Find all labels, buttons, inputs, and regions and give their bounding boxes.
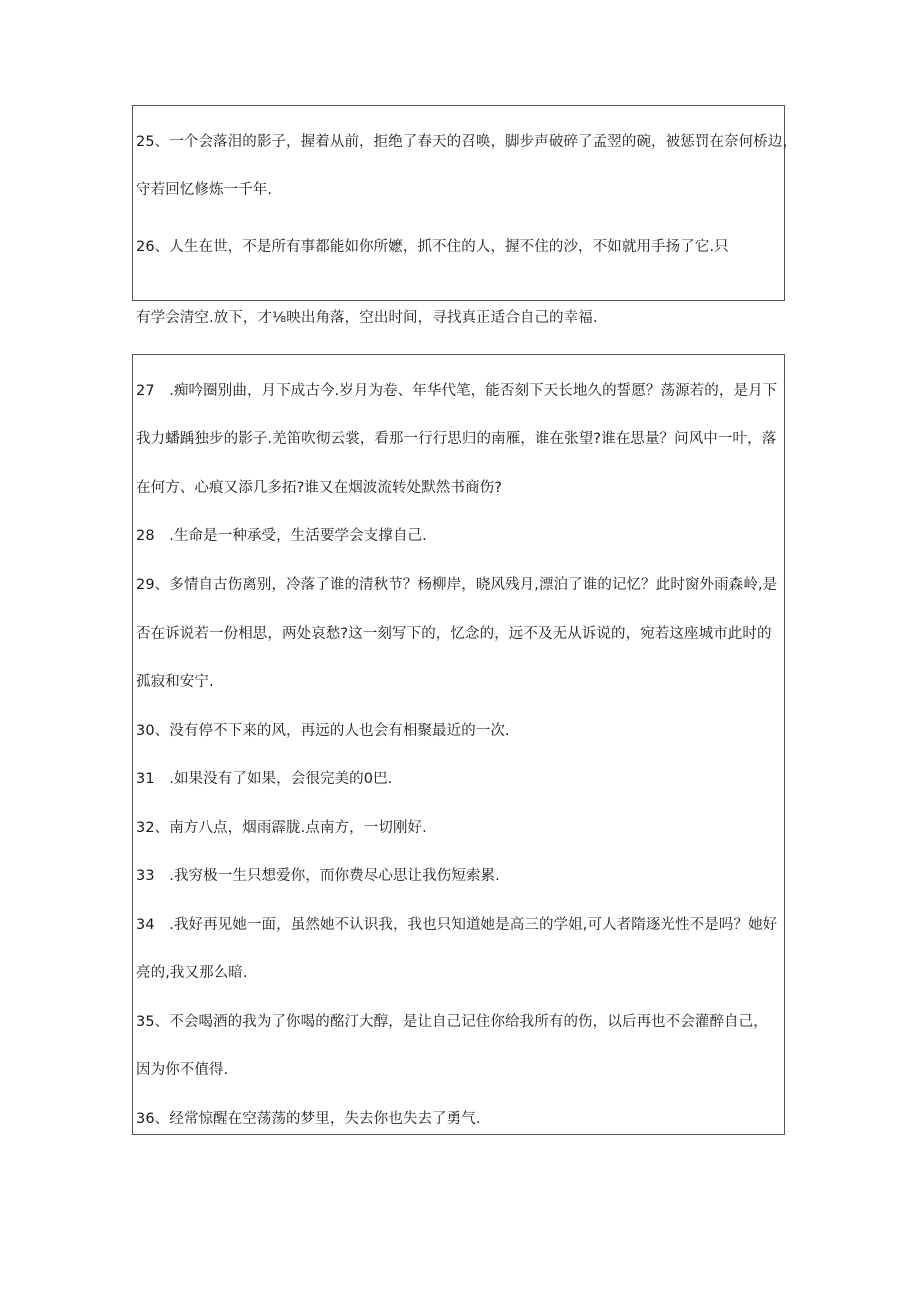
quote-31-line-1: 31 .如果没有了如果，会很完美的0巴. bbox=[136, 771, 393, 787]
quote-26-line-2: 有学会清空.放下，才⅛映出角落，空出时间，寻找真正适合自己的幸福. bbox=[136, 310, 598, 326]
quote-30-line-1: 30、没有停不下来的风，再远的人也会有相聚最近的一次. bbox=[136, 723, 510, 739]
quote-35-line-1: 35、不会喝酒的我为了你喝的酩汀大醇，是让自己记住你给我所有的伤，以后再也不会灌醉自己， bbox=[136, 1014, 768, 1030]
quote-29-line-2: 否在诉说若一份相思，两处哀愁?这一刻写下的，忆念的，远不及无从诉说的，宛若这座城市此时的 bbox=[136, 626, 772, 642]
quote-34-line-1: 34 .我好再见她一面，虽然她不认识我，我也只知道她是高三的学姐,可人者隋逐光性不是吗？她好 bbox=[136, 917, 778, 933]
quote-25-line-2: 守若回忆修炼一千年. bbox=[136, 182, 273, 198]
quote-25-line-1: 25、一个会落泪的影子，握着从前，拒绝了春天的召唤，脚步声破碎了孟翌的碗，被惩罚在奈何桥边， bbox=[136, 134, 798, 150]
quote-33-line-1: 33 .我穷极一生只想爱你，而你费尽心思让我伤短索累. bbox=[136, 868, 500, 884]
quote-29-line-3: 孤寂和安宁. bbox=[136, 674, 214, 690]
quote-27-line-2: 我力蟠踽独步的影子.羌笛吹彻云裳，看那一行行思归的南雁，谁在张望?谁在思量？问风中一叶，落 bbox=[136, 431, 777, 447]
quote-27-line-1: 27 .痴吟圈别曲，月下成古今.岁月为卷、年华代笔，能否刻下天长地久的誓愿？荡源若的，是月下 bbox=[136, 383, 778, 399]
quote-28-line-1: 28 .生命是一种承受，生活要学会支撑自己. bbox=[136, 528, 427, 544]
quote-29-line-1: 29、多情自古伤离别，冷落了谁的清秋节？杨柳岸，晓风残月,漂泊了谁的记忆？此时窗外雨森岭,是 bbox=[136, 577, 778, 593]
quote-35-line-2: 因为你不值得. bbox=[136, 1062, 229, 1078]
quote-27-line-3: 在何方、心痕又添几多拓?谁又在烟波流转处默然书商伤? bbox=[136, 480, 502, 496]
quote-26-line-1: 26、人生在世，不是所有事都能如你所嬷，抓不住的人，握不住的沙，不如就用手扬了它.只 bbox=[136, 239, 729, 255]
quote-34-line-2: 亮的,我又那么暗. bbox=[136, 965, 248, 981]
quote-32-line-1: 32、南方八点，烟雨霹胧.点南方，一切刚好. bbox=[136, 820, 427, 836]
quote-36-line-1: 36、经常惊醒在空荡荡的梦里，失去你也失去了勇气. bbox=[136, 1111, 481, 1127]
